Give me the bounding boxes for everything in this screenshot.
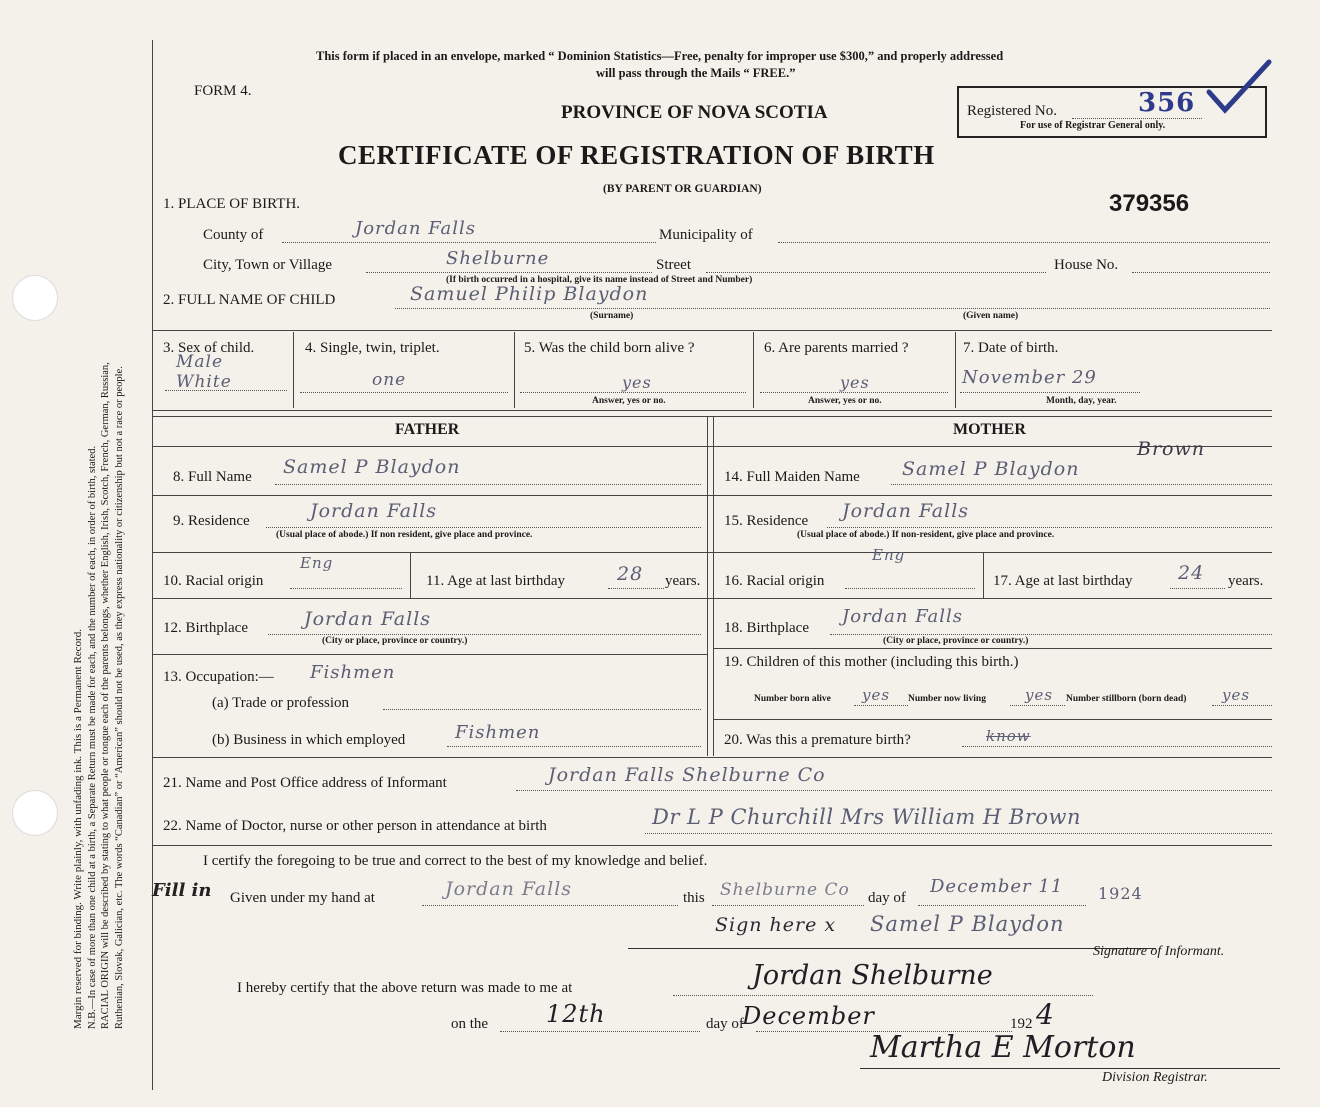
certificate-subtitle: (BY PARENT OR GUARDIAN) bbox=[603, 183, 762, 195]
father-birthplace-note: (City or place, province or country.) bbox=[322, 636, 468, 646]
row12-top bbox=[152, 598, 1272, 599]
father-residence-dots bbox=[266, 527, 701, 528]
mother-residence-dots bbox=[827, 527, 1272, 528]
informant-signature: Samel P Blaydon bbox=[870, 912, 1065, 936]
municipality-dots bbox=[778, 242, 1270, 243]
margin-line-1: Margin reserved for binding. Write plainly, with unfading ink. This is a Permanent Record. bbox=[72, 629, 84, 1029]
signature-label: Signature of Informant. bbox=[1093, 944, 1225, 959]
informant-label: 21. Name and Post Office address of Informant bbox=[163, 775, 447, 791]
margin-line-3: RACIAL ORIGIN will be described by stating to what people or tongue each of the parents belongs, whether English, Irish, Scotch, French, German, Russian, bbox=[100, 362, 111, 1029]
day-dots bbox=[918, 905, 1086, 906]
row20-top-right bbox=[713, 719, 1272, 720]
premature-label: 20. Was this a premature birth? bbox=[724, 732, 911, 748]
registrar-signature: Martha E Morton bbox=[870, 1030, 1136, 1065]
dob-value: November 29 bbox=[962, 367, 1097, 388]
father-residence-label: 9. Residence bbox=[173, 513, 250, 529]
year-hand: 4 bbox=[1036, 998, 1055, 1031]
registered-note: For use of Registrar General only. bbox=[1020, 120, 1166, 131]
street-label: Street bbox=[656, 257, 691, 273]
born-alive-label: Number born alive bbox=[754, 694, 831, 704]
margin-line-2: N.B.—In case of more than one child at a birth, a Separate Return must be made for each, and the number of each, in order of birth, stated. bbox=[86, 445, 98, 1029]
father-age-label: 11. Age at last birthday bbox=[426, 573, 565, 589]
signature-line bbox=[628, 948, 1156, 949]
on-the-dots bbox=[500, 1031, 700, 1032]
doctor-value: Dr L P Churchill Mrs William H Brown bbox=[652, 805, 1082, 829]
row3-div-2 bbox=[514, 332, 515, 408]
doctor-dots bbox=[645, 833, 1272, 834]
this-value: Shelburne Co bbox=[720, 880, 850, 900]
sex-dots bbox=[165, 390, 287, 391]
parents-bottom bbox=[152, 757, 1272, 758]
father-birthplace-value: Jordan Falls bbox=[304, 608, 432, 630]
married-dots bbox=[760, 392, 948, 393]
father-racial-dots bbox=[290, 588, 402, 589]
registered-label: Registered No. bbox=[967, 103, 1057, 119]
given-place-value: Jordan Falls bbox=[445, 878, 573, 900]
row9-top bbox=[152, 495, 1272, 496]
row3-div-4 bbox=[955, 332, 956, 408]
alive-dots bbox=[520, 392, 746, 393]
city-value: Shelburne bbox=[446, 248, 550, 269]
punch-hole-top bbox=[12, 275, 58, 321]
father-age-dots bbox=[608, 588, 664, 589]
row10-top bbox=[152, 552, 1272, 553]
day-value: December 11 bbox=[930, 876, 1064, 897]
stillborn-value: yes bbox=[1222, 686, 1251, 704]
dob-dots bbox=[960, 392, 1140, 393]
children-label: 19. Children of this mother (including this birth.) bbox=[724, 654, 1019, 670]
province-title: PROVINCE OF NOVA SCOTIA bbox=[561, 102, 828, 123]
father-heading: FATHER bbox=[395, 421, 460, 438]
father-age-value: 28 bbox=[617, 563, 644, 585]
father-name-value: Samel P Blaydon bbox=[283, 456, 461, 478]
row13-top-left bbox=[152, 654, 707, 655]
row3-div-3 bbox=[753, 332, 754, 408]
father-name-label: 8. Full Name bbox=[173, 469, 252, 485]
fill-in-note: Fill in bbox=[152, 880, 212, 901]
row8-top bbox=[152, 446, 1272, 447]
sex-value-2: White bbox=[176, 372, 232, 392]
business-label: (b) Business in which employed bbox=[212, 732, 406, 748]
mother-birthplace-value: Jordan Falls bbox=[842, 606, 963, 627]
father-birthplace-dots bbox=[268, 634, 701, 635]
checkmark-icon bbox=[1205, 58, 1275, 118]
mother-age-div bbox=[983, 552, 984, 598]
premature-dots bbox=[962, 746, 1272, 747]
father-racial-label: 10. Racial origin bbox=[163, 573, 264, 589]
form-number: FORM 4. bbox=[194, 83, 252, 99]
mother-age-unit: years. bbox=[1228, 573, 1264, 589]
day-label: day of bbox=[868, 890, 906, 906]
row3-top bbox=[152, 330, 1272, 331]
child-name-dots bbox=[395, 308, 1270, 309]
mother-birthplace-note: (City or place, province or country.) bbox=[883, 636, 1029, 646]
on-the-label: on the bbox=[451, 1016, 489, 1032]
child-name-value: Samuel Philip Blaydon bbox=[410, 283, 649, 305]
stillborn-dots bbox=[1212, 705, 1272, 706]
married-label: 6. Are parents married ? bbox=[764, 340, 909, 356]
informant-dots bbox=[516, 790, 1272, 791]
occupation-value: Fishmen bbox=[310, 662, 396, 683]
now-living-value: yes bbox=[1025, 686, 1054, 704]
row3-div-1 bbox=[293, 332, 294, 408]
mother-name-label: 14. Full Maiden Name bbox=[724, 469, 860, 485]
city-dots bbox=[366, 272, 652, 273]
alive-answer-note: Answer, yes or no. bbox=[592, 396, 666, 406]
year-value: 1924 bbox=[1098, 884, 1143, 903]
hospital-note: (If birth occurred in a hospital, give its name instead of Street and Number) bbox=[446, 275, 753, 285]
mother-residence-value: Jordan Falls bbox=[842, 500, 970, 522]
registrar-text: I hereby certify that the above return was made to me at bbox=[237, 980, 573, 996]
punch-hole-bottom bbox=[12, 790, 58, 836]
house-dots bbox=[1132, 272, 1270, 273]
child-name-label: 2. FULL NAME OF CHILD bbox=[163, 292, 336, 308]
house-label: House No. bbox=[1054, 257, 1119, 273]
mother-age-value: 24 bbox=[1178, 562, 1205, 584]
surname-note: (Surname) bbox=[590, 311, 634, 321]
parents-div-a bbox=[707, 416, 708, 756]
sex-label: 3. Sex of child. bbox=[163, 340, 255, 356]
mother-name-correction: Brown bbox=[1137, 438, 1205, 460]
margin-instructions bbox=[72, 0, 126, 1029]
registrar-place-dots bbox=[673, 995, 1093, 996]
father-residence-note: (Usual place of abode.) If non resident, give place and province. bbox=[276, 530, 533, 540]
dob-label: 7. Date of birth. bbox=[963, 340, 1059, 356]
mother-name-value: Samel P Blaydon bbox=[902, 458, 1080, 480]
father-age-unit: years. bbox=[665, 573, 701, 589]
sign-here-note: Sign here x bbox=[715, 914, 837, 936]
dob-note: Month, day, year. bbox=[1046, 396, 1117, 406]
plurality-value: one bbox=[372, 370, 407, 390]
left-border bbox=[152, 40, 153, 1090]
city-label: City, Town or Village bbox=[203, 257, 333, 273]
registrar-place: Jordan Shelburne bbox=[752, 960, 993, 991]
now-living-label: Number now living bbox=[908, 694, 986, 704]
alive-value: yes bbox=[622, 373, 652, 392]
registered-value: 356 bbox=[1138, 88, 1196, 118]
father-birthplace-label: 12. Birthplace bbox=[163, 620, 248, 636]
given-label: Given under my hand at bbox=[230, 890, 375, 906]
alive-label: 5. Was the child born alive ? bbox=[524, 340, 695, 356]
county-dots bbox=[282, 242, 656, 243]
mother-heading: MOTHER bbox=[953, 421, 1026, 438]
stillborn-label: Number stillborn (born dead) bbox=[1066, 694, 1187, 704]
business-dots bbox=[447, 746, 701, 747]
doctor-label: 22. Name of Doctor, nurse or other person in attendance at birth bbox=[163, 818, 547, 834]
married-answer-note: Answer, yes or no. bbox=[808, 396, 882, 406]
mother-racial-dots bbox=[845, 588, 975, 589]
mother-birthplace-dots bbox=[830, 634, 1272, 635]
given-name-note: (Given name) bbox=[963, 311, 1019, 321]
informant-value: Jordan Falls Shelburne Co bbox=[548, 764, 826, 786]
this-label: this bbox=[683, 890, 705, 906]
certify-text: I certify the foregoing to be true and correct to the best of my knowledge and belief. bbox=[203, 853, 708, 869]
certify-top bbox=[152, 845, 1272, 846]
now-living-dots bbox=[1010, 705, 1065, 706]
day-number: 12th bbox=[546, 1000, 606, 1028]
row3-bottom bbox=[152, 410, 1272, 411]
plurality-dots bbox=[300, 392, 508, 393]
father-name-dots bbox=[275, 484, 701, 485]
place-of-birth-label: 1. PLACE OF BIRTH. bbox=[163, 196, 301, 212]
day-of-label: day of bbox=[706, 1016, 744, 1032]
occupation-label: 13. Occupation:— bbox=[163, 669, 274, 685]
father-racial-value: Eng bbox=[300, 554, 334, 572]
mother-racial-label: 16. Racial origin bbox=[724, 573, 825, 589]
registrar-label: Division Registrar. bbox=[1102, 1070, 1208, 1085]
municipality-label: Municipality of bbox=[659, 227, 753, 243]
trade-dots bbox=[383, 709, 701, 710]
county-label: County of bbox=[203, 227, 264, 243]
mother-name-dots bbox=[891, 484, 1272, 485]
certificate-title: CERTIFICATE OF REGISTRATION OF BIRTH bbox=[338, 140, 935, 170]
mother-racial-value: Eng bbox=[872, 546, 906, 564]
registered-dots bbox=[1072, 118, 1202, 119]
premature-value: know bbox=[986, 727, 1031, 745]
street-dots bbox=[706, 272, 1046, 273]
registrar-line bbox=[860, 1068, 1280, 1069]
mother-age-dots bbox=[1170, 588, 1225, 589]
plurality-label: 4. Single, twin, triplet. bbox=[305, 340, 440, 356]
parents-div-b bbox=[713, 416, 714, 756]
serial-number: 379356 bbox=[1109, 190, 1190, 217]
mother-birthplace-label: 18. Birthplace bbox=[724, 620, 809, 636]
mother-residence-note: (Usual place of abode.) If non-resident, give place and province. bbox=[797, 530, 1055, 540]
father-residence-value: Jordan Falls bbox=[310, 500, 438, 522]
born-alive-value: yes bbox=[862, 686, 891, 704]
row19-top-right bbox=[713, 648, 1272, 649]
county-value: Jordan Falls bbox=[355, 218, 476, 239]
mail-notice-1: This form if placed in an envelope, marked “ Dominion Statistics—Free, penalty for improper use $300,” and properly addressed bbox=[316, 49, 1004, 63]
given-place-dots bbox=[422, 905, 678, 906]
born-alive-dots bbox=[854, 705, 908, 706]
mother-age-label: 17. Age at last birthday bbox=[993, 573, 1133, 589]
trade-label: (a) Trade or profession bbox=[212, 695, 350, 711]
mail-notice-2: will pass through the Mails “ FREE.” bbox=[596, 66, 796, 80]
business-value: Fishmen bbox=[455, 722, 541, 743]
father-age-div bbox=[410, 552, 411, 598]
married-value: yes bbox=[840, 373, 870, 392]
parents-top bbox=[152, 416, 1272, 417]
sex-value: Male bbox=[176, 352, 224, 372]
mother-residence-label: 15. Residence bbox=[724, 513, 809, 529]
margin-line-4: Ruthenian, Slovak, Galician, etc. The words “Canadian” or “American” should not be used, as they express nationality or citizenship but not a race or people. bbox=[113, 366, 125, 1029]
this-dots bbox=[712, 905, 864, 906]
registrar-month: December bbox=[742, 1002, 875, 1030]
year-printed: 192 bbox=[1010, 1016, 1033, 1032]
